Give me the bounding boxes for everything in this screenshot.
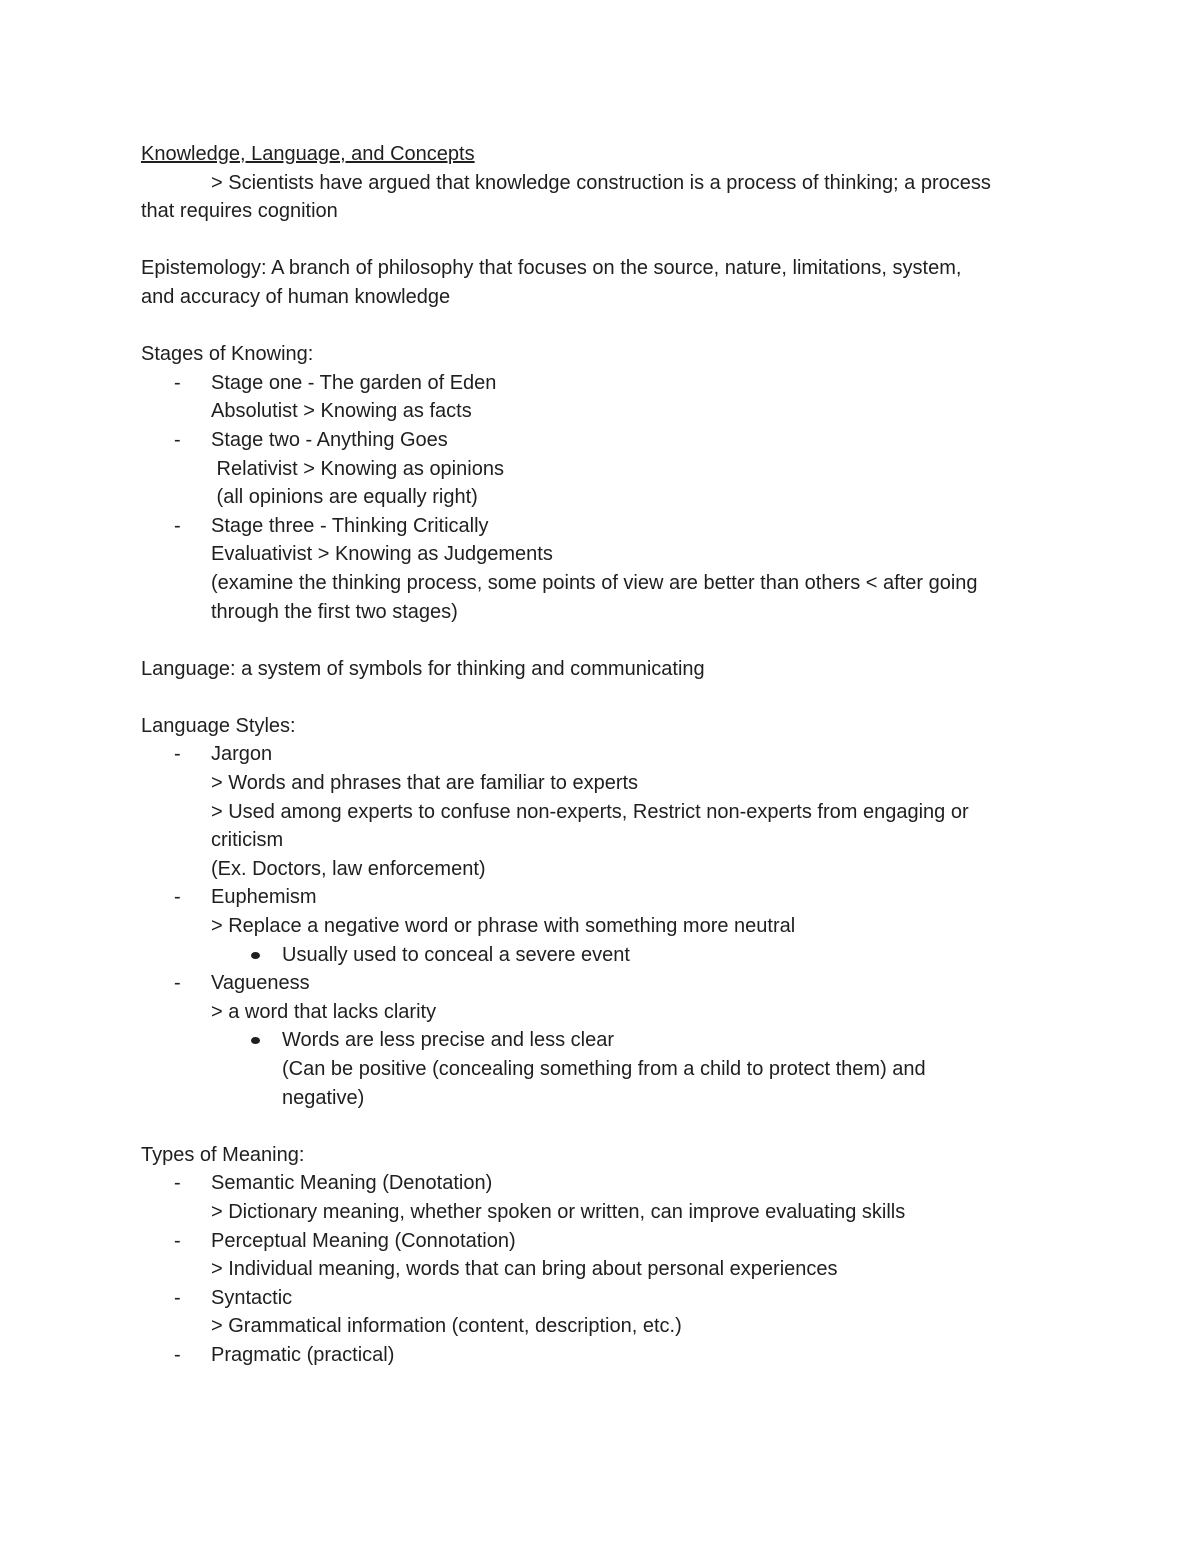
intro-line-1: > Scientists have argued that knowledge construction is a process of thinking; a process [211, 171, 991, 194]
list-item-label: Jargon [211, 743, 273, 766]
list-item-detail: > a word that lacks clarity [211, 1000, 437, 1023]
list-item-pragmatic [141, 1341, 1061, 1370]
meaning-heading: Types of Meaning: [141, 1143, 305, 1166]
bullet-item [141, 941, 1061, 970]
bullet-text: Usually used to conceal a severe event [282, 943, 630, 966]
list-item-stage-two [141, 426, 1061, 455]
list-item-label: Euphemism [211, 886, 317, 909]
dash-marker: - [174, 1229, 181, 1252]
language-definition: Language: a system of symbols for thinking and communicating [141, 657, 705, 680]
list-item-syntactic [141, 1284, 1061, 1313]
dash-marker: - [174, 886, 181, 909]
styles-heading: Language Styles: [141, 714, 296, 737]
bullet-detail: (Can be positive (concealing something from a child to protect them) and [282, 1058, 926, 1080]
list-item-label: Stage two - Anything Goes [211, 428, 448, 451]
epistemology-line-1: Epistemology: A branch of philosophy that focuses on the source, nature, limitations, system, [141, 257, 962, 280]
spacer [141, 1112, 1061, 1141]
dash-marker: - [174, 514, 181, 537]
dash-marker: - [174, 743, 181, 766]
list-item-detail: > Grammatical information (content, description, etc.) [211, 1315, 682, 1338]
list-item-detail: > Individual meaning, words that can bring about personal experiences [211, 1258, 838, 1281]
list-item-detail: Relativist > Knowing as opinions [211, 457, 504, 480]
list-item-label: Vagueness [211, 972, 310, 995]
intro-line-2: that requires cognition [141, 200, 338, 223]
dash-marker: - [174, 1343, 181, 1366]
list-item-perceptual [141, 1227, 1061, 1256]
dash-marker: - [174, 972, 181, 995]
list-item-semantic [141, 1169, 1061, 1198]
bullet-dot-icon [251, 1037, 260, 1044]
spacer [141, 626, 1061, 655]
dash-marker: - [174, 1172, 181, 1195]
document-body [141, 140, 1061, 1370]
dash-marker: - [174, 428, 181, 451]
dash-marker: - [174, 1286, 181, 1309]
list-item-label: Stage three - Thinking Critically [211, 514, 489, 537]
page-title: Knowledge, Language, and Concepts [141, 143, 475, 165]
list-item-detail: > Replace a negative word or phrase with something more neutral [211, 915, 796, 938]
list-item-detail: > Dictionary meaning, whether spoken or written, can improve evaluating skills [211, 1200, 906, 1223]
bullet-detail: negative) [282, 1086, 365, 1109]
bullet-item [141, 1026, 1061, 1055]
list-item-euphemism [141, 883, 1061, 912]
list-item-label: Syntactic [211, 1286, 293, 1309]
list-item-detail: (Ex. Doctors, law enforcement) [211, 857, 486, 880]
list-item-stage-three [141, 512, 1061, 541]
spacer [141, 683, 1061, 712]
dash-marker: - [174, 371, 181, 394]
list-item-label: Pragmatic (practical) [211, 1343, 395, 1366]
list-item-detail: (all opinions are equally right) [211, 486, 478, 509]
list-item-detail: > Words and phrases that are familiar to experts [211, 772, 639, 795]
bullet-text: Words are less precise and less clear [282, 1029, 614, 1052]
spacer [141, 312, 1061, 341]
list-item-detail: through the first two stages) [211, 600, 458, 623]
list-item-jargon [141, 740, 1061, 769]
list-item-vagueness [141, 969, 1061, 998]
list-item-detail: Evaluativist > Knowing as Judgements [211, 543, 553, 566]
list-item-label: Perceptual Meaning (Connotation) [211, 1229, 516, 1252]
bullet-dot-icon [251, 952, 260, 959]
list-item-stage-one [141, 369, 1061, 398]
list-item-label: Stage one - The garden of Eden [211, 371, 497, 394]
list-item-detail: Absolutist > Knowing as facts [211, 400, 472, 423]
list-item-detail: criticism [211, 829, 284, 852]
list-item-label: Semantic Meaning (Denotation) [211, 1172, 493, 1195]
stages-heading: Stages of Knowing: [141, 343, 314, 366]
list-item-detail: (examine the thinking process, some points of view are better than others < after going [211, 571, 978, 594]
list-item-detail: > Used among experts to confuse non-experts, Restrict non-experts from engaging or [211, 800, 969, 823]
epistemology-line-2: and accuracy of human knowledge [141, 285, 451, 308]
spacer [141, 226, 1061, 255]
